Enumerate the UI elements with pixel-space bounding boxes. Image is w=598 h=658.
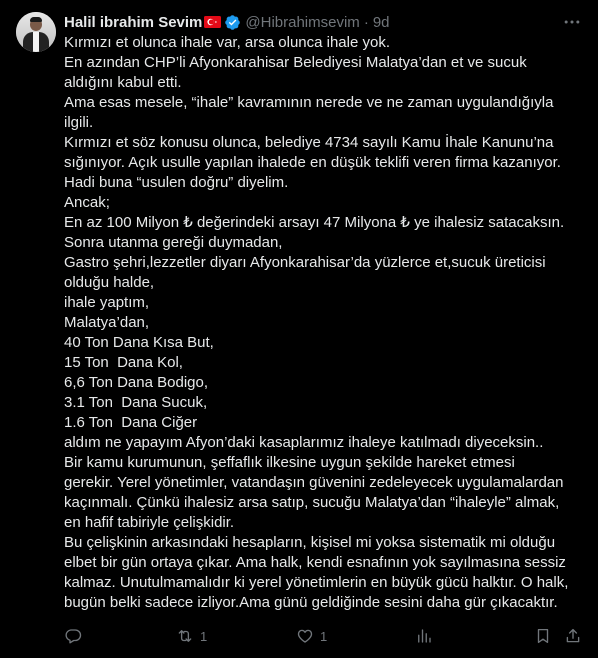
tweet-line: aldığını kabul etti. (64, 74, 182, 91)
tweet-line: kaçınmalı. Çünkü ihalesiz arsa satıp, sucuğu Malatya’dan “ihaleyle” almak, (64, 494, 560, 511)
tweet-line: ihale yaptım, (64, 294, 150, 311)
tweet-line: 3.1 Ton Dana Sucuk, (64, 394, 208, 411)
tweet-line: Gastro şehri,lezzetler diyarı Afyonkarahisar’da yüzlerce et,sucuk üreticisi (64, 254, 546, 271)
tweet-line: Ama esas mesele, “ihale” kavramının nerede ve ne zaman uygulandığıyla (64, 94, 554, 111)
tweet-line: bugün belki sadece izliyor.Ama günü geldiğinde sesini daha gür çıkacaktır. (64, 594, 558, 611)
author-name[interactable]: Halil ibrahim Sevim (64, 13, 203, 31)
retweet-button[interactable] (176, 626, 207, 646)
tweet-line: en hafif tabiriyle çelişkidir. (64, 514, 235, 531)
tweet-line: Malatya’dan, (64, 314, 150, 331)
action-bar (64, 626, 582, 646)
bookmark-button[interactable] (534, 626, 552, 646)
views-button[interactable] (415, 626, 439, 646)
more-icon[interactable] (562, 12, 582, 32)
bookmark-icon (534, 627, 552, 645)
share-button[interactable] (564, 626, 582, 646)
tweet-line: ilgili. (64, 114, 94, 131)
tweet-text (64, 33, 584, 613)
tweet-line: En az 100 Milyon ₺ değerindeki arsayı 47 Milyona ₺ ye ihalesiz satacaksın. (64, 214, 565, 231)
tweet-line: Sonra utanma gereği duymadan, (64, 234, 283, 251)
tweet-line: Kırmızı et olunca ihale var, arsa olunca ihale yok. (64, 34, 391, 51)
reply-icon (64, 627, 82, 645)
share-icon (564, 627, 582, 645)
tweet-line: Ancak; (64, 194, 110, 211)
tweet-line: 40 Ton Dana Kısa But, (64, 334, 214, 351)
reply-button[interactable] (64, 626, 88, 646)
retweet-count: 1 (200, 628, 208, 644)
tweet-line: kalmaz. Unutulmamalıdır ki yerel yönetimlerin en büyük gücü halktır. O halk, (64, 574, 569, 591)
tweet-line: olduğu halde, (64, 274, 155, 291)
turkey-flag-icon (204, 16, 221, 28)
tweet-line: Bu çelişkinin arkasındaki hesapların, kişisel mi yoksa sistematik mi olduğu (64, 534, 556, 551)
tweet-line: sığınıyor. Açık usulle yapılan ihalede en düşük teklifi veren firma kazanıyor. (64, 154, 561, 171)
like-button[interactable] (296, 626, 327, 646)
author-handle[interactable]: @Hibrahimsevim (245, 13, 360, 31)
tweet-line: En azından CHP’li Afyonkarahisar Belediyesi Malatya’dan et ve sucuk (64, 54, 527, 71)
verified-badge-icon (224, 14, 241, 31)
views-icon (415, 627, 433, 645)
tweet-line: Bir kamu kurumunun, şeffaflık ilkesine uygun şekilde hareket etmesi (64, 454, 515, 471)
tweet-header (64, 12, 390, 32)
avatar[interactable] (16, 12, 56, 52)
tweet-line: aldım ne yapayım Afyon’daki kasaplarımız ihaleye katılmadı diyeceksin.. (64, 434, 544, 451)
like-count: 1 (320, 628, 328, 644)
separator-dot: · (363, 13, 369, 31)
tweet-line: elbet bir gün ortaya çıkar. Ama halk, kendi esnafının yok sayılmasına sessiz (64, 554, 566, 571)
tweet-line: Kırmızı et söz konusu olunca, belediye 4734 sayılı Kamu İhale Kanunu’na (64, 134, 554, 151)
tweet-line: gerekir. Yerel yönetimler, vatandaşın güvenini zedeleyecek uygulamalardan (64, 474, 564, 491)
tweet-line: Hadi buna “usulen doğru” diyelim. (64, 174, 289, 191)
retweet-icon (176, 627, 194, 645)
post-time[interactable]: 9d (372, 13, 390, 31)
heart-icon (296, 627, 314, 645)
tweet-line: 1.6 Ton Dana Ciğer (64, 414, 198, 431)
tweet-line: 6,6 Ton Dana Bodigo, (64, 374, 209, 391)
tweet-line: 15 Ton Dana Kol, (64, 354, 183, 371)
